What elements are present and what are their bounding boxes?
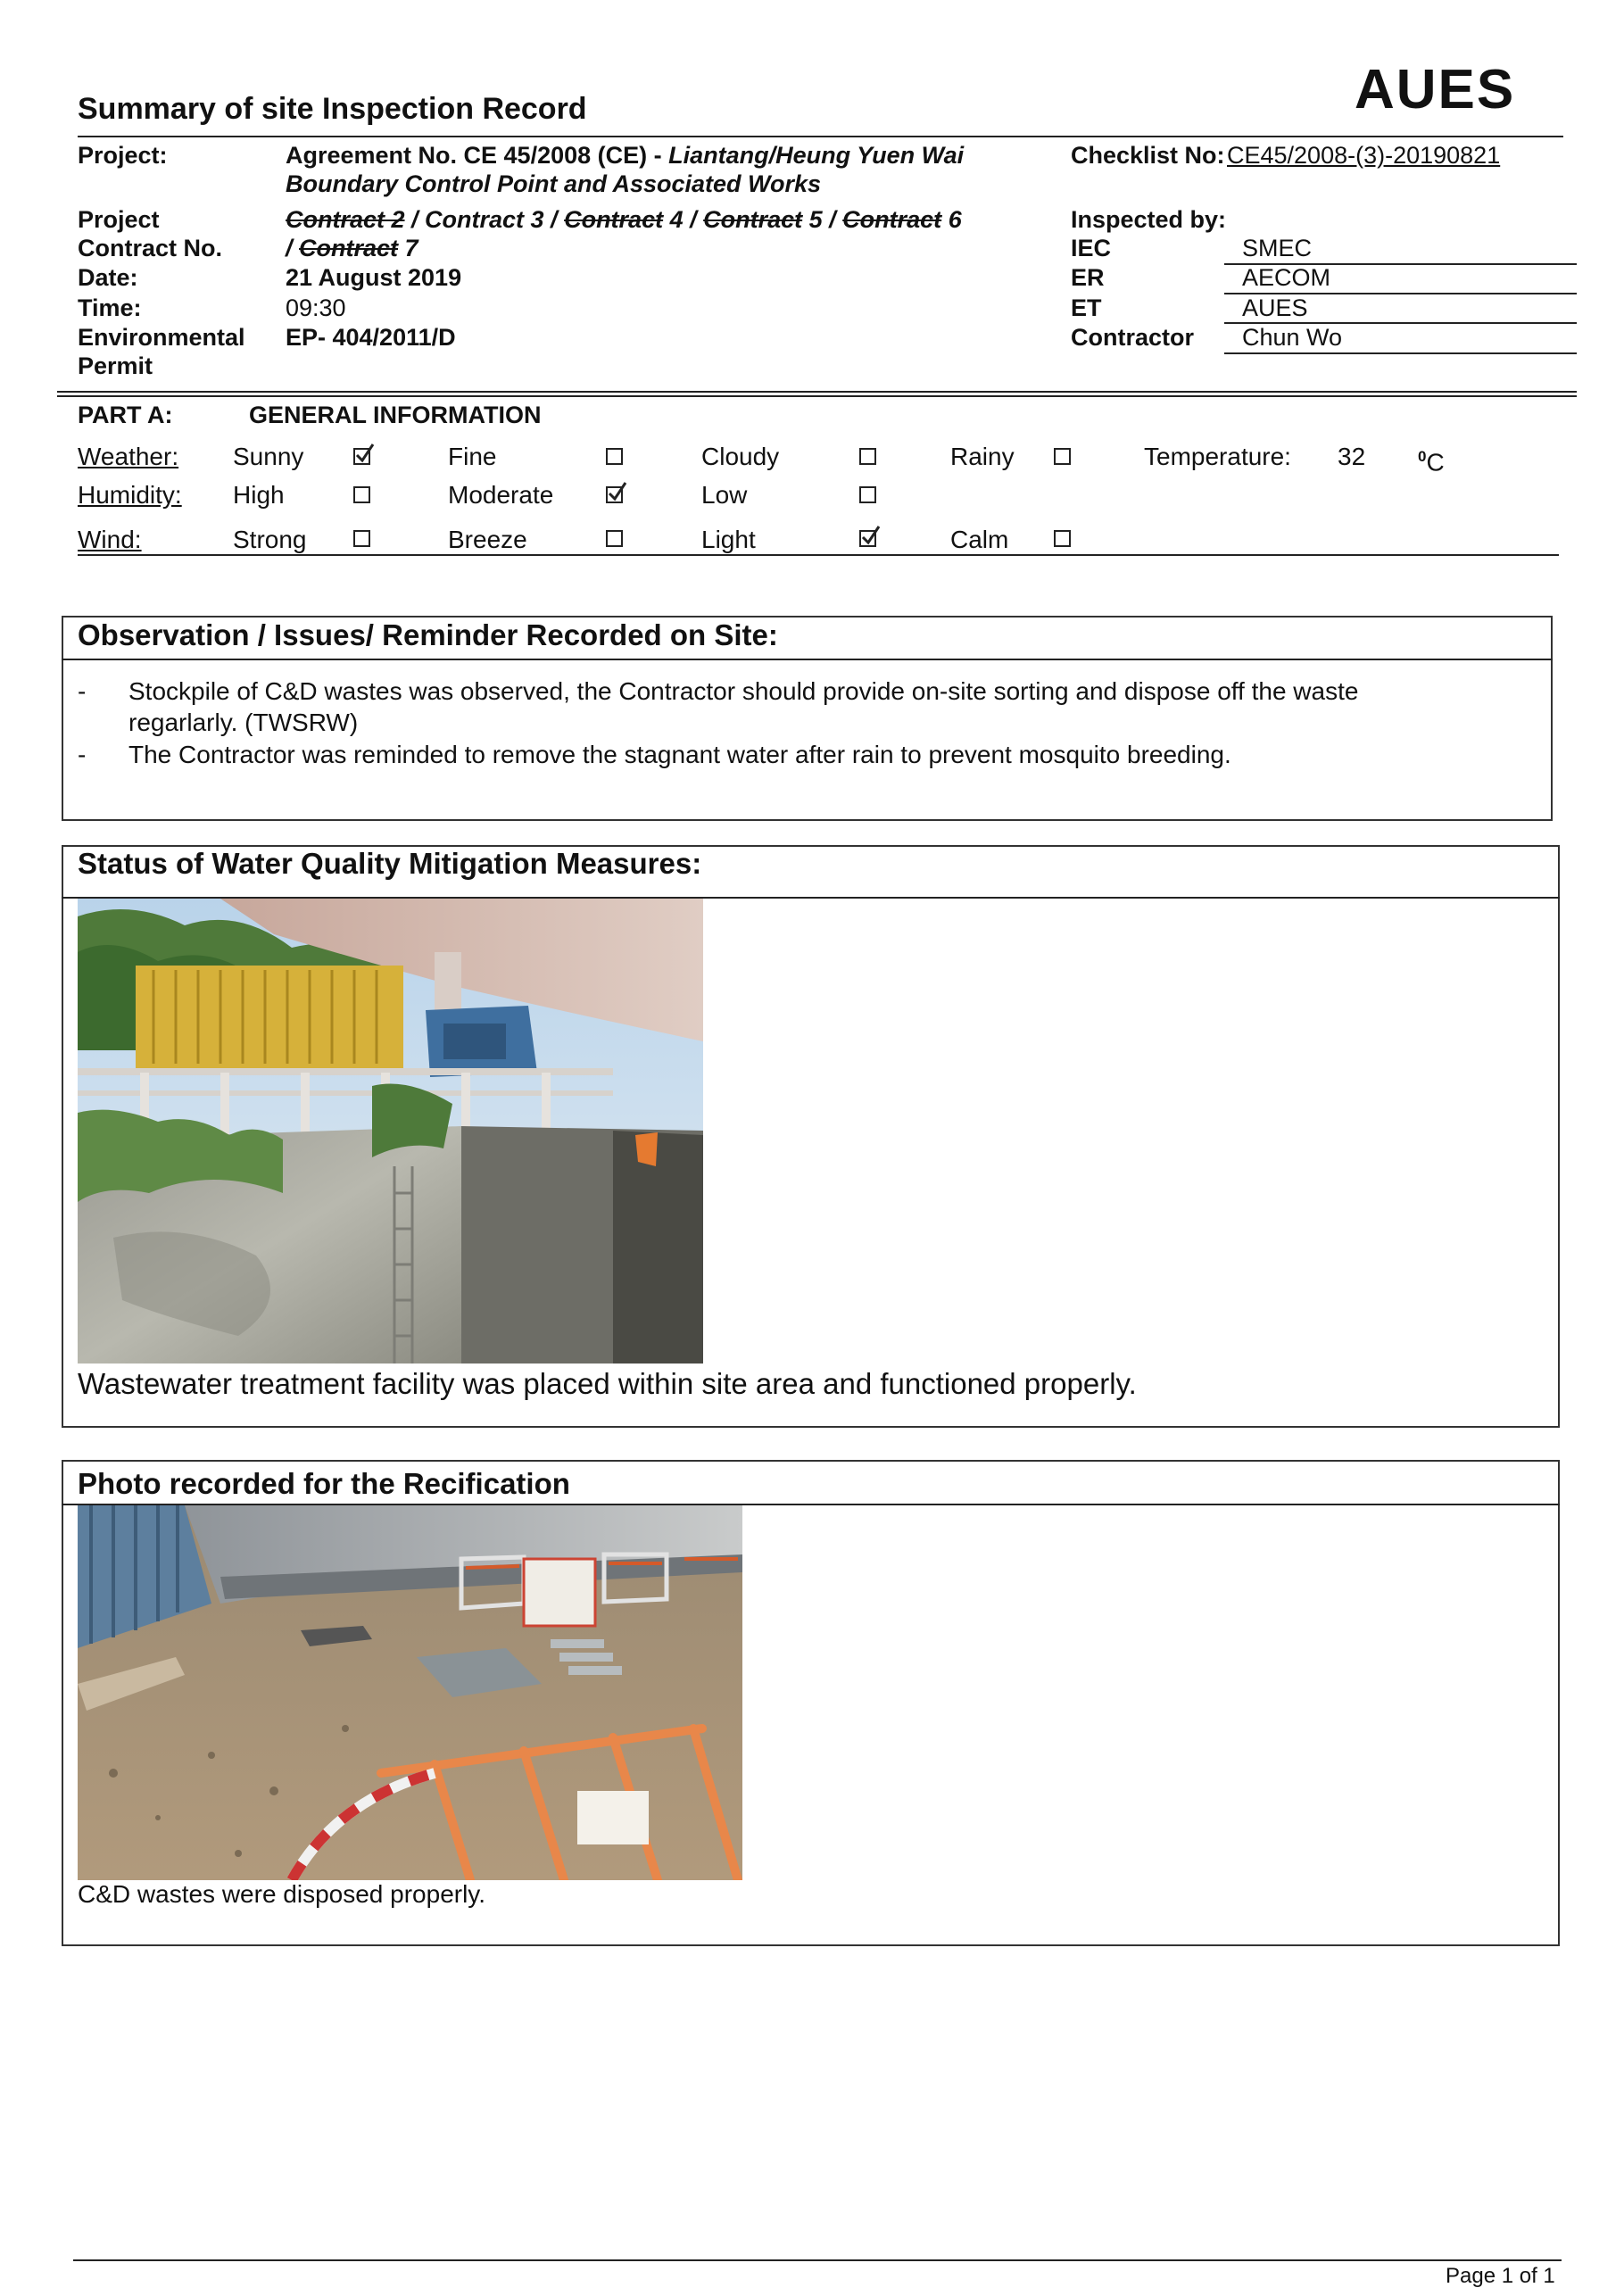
weather-option-label: Rainy	[950, 443, 1015, 470]
agreement-title-1: Liantang/Heung Yuen Wai	[668, 142, 965, 169]
weather-rainy-checkbox[interactable]	[1054, 448, 1071, 465]
footer-rule	[73, 2259, 1562, 2261]
inspector-name-er: AECOM	[1242, 264, 1331, 291]
date-label: Date:	[78, 264, 138, 291]
inspector-role-er: ER	[1071, 264, 1105, 291]
inspector-line	[1224, 352, 1577, 354]
observation-item-2-line-1: The Contractor was reminded to remove the stagnant water after rain to prevent mosquito breeding.	[128, 741, 1231, 768]
checkmark-icon	[354, 443, 376, 464]
temperature-unit-letter: C	[1426, 448, 1445, 477]
agreement-line-2: Boundary Control Point and Associated Works	[286, 170, 822, 197]
part-a-rule	[78, 554, 1559, 556]
wastewater-facility-photo	[78, 899, 703, 1364]
wind-strong-checkbox[interactable]	[353, 530, 370, 547]
weather-option-label: Fine	[448, 443, 497, 470]
humidity-option-label: Moderate	[448, 481, 554, 509]
observation-item-1-line-1: Stockpile of C&D wastes was observed, the Contractor should provide on-site sorting and dispose off the waste	[128, 677, 1359, 705]
observation-bullet: -	[78, 677, 87, 705]
temperature-value: 32	[1338, 443, 1366, 470]
wind-option-label: Calm	[950, 526, 1009, 553]
observation-bullet: -	[78, 741, 87, 768]
checkmark-icon	[860, 525, 882, 546]
env-permit-label-1: Environmental	[78, 324, 245, 351]
rectification-photo	[78, 1505, 742, 1880]
inspector-role-et: ET	[1071, 294, 1102, 321]
degree-symbol: 0	[1418, 448, 1427, 465]
contract-seg: Contract	[564, 206, 664, 233]
temperature-label: Temperature:	[1144, 443, 1291, 470]
inspector-name-iec: SMEC	[1242, 235, 1313, 261]
water-quality-caption: Wastewater treatment facility was placed within site area and functioned properly.	[78, 1367, 1137, 1400]
humidity-option-label: Low	[701, 481, 748, 509]
contract-seg: Contract	[842, 206, 942, 233]
contracts-line-1	[286, 205, 962, 234]
humidity-label: Humidity:	[78, 481, 182, 509]
weather-option-label: Cloudy	[701, 443, 780, 470]
header-rule	[78, 136, 1563, 137]
wind-option-label: Strong	[233, 526, 307, 553]
inspector-role-iec: IEC	[1071, 235, 1112, 261]
observation-title: Observation / Issues/ Reminder Recorded on Site:	[78, 618, 778, 651]
agreement-prefix: Agreement No. CE 45/2008 (CE) -	[286, 142, 669, 169]
weather-sunny-checkbox[interactable]	[353, 448, 370, 465]
contract-seg: Contract	[299, 235, 399, 261]
humidity-option-label: High	[233, 481, 285, 509]
date-value: 21 August 2019	[286, 264, 462, 291]
time-value: 09:30	[286, 294, 346, 321]
weather-option-label: Sunny	[233, 443, 304, 470]
section-rule-top	[57, 391, 1577, 393]
contract-seg: 7	[398, 235, 418, 261]
project-label: Project:	[78, 142, 168, 169]
time-label: Time:	[78, 294, 142, 321]
weather-cloudy-checkbox[interactable]	[859, 448, 876, 465]
agreement-line-1	[286, 141, 964, 170]
section-rule-bottom	[57, 395, 1577, 397]
contract-seg: /	[286, 235, 300, 261]
observation-item-1-line-2: regarlarly. (TWSRW)	[128, 709, 359, 736]
rectification-title: Photo recorded for the Recification	[78, 1467, 570, 1500]
temperature-unit	[1418, 443, 1445, 477]
report-title: Summary of site Inspection Record	[78, 92, 587, 126]
inspector-name-contractor: Chun Wo	[1242, 324, 1343, 351]
weather-fine-checkbox[interactable]	[606, 448, 623, 465]
contract-seg: / Contract 3 /	[404, 206, 565, 233]
contract-seg: 5 /	[802, 206, 843, 233]
env-permit-label-2: Permit	[78, 352, 153, 379]
aues-logo: AUES	[1355, 59, 1516, 120]
wind-light-checkbox[interactable]	[859, 530, 876, 547]
wind-label: Wind:	[78, 526, 142, 553]
observation-title-rule	[62, 659, 1553, 660]
inspector-name-et: AUES	[1242, 294, 1308, 321]
env-permit-value: EP- 404/2011/D	[286, 324, 456, 351]
humidity-high-checkbox[interactable]	[353, 486, 370, 503]
inspector-role-contractor: Contractor	[1071, 324, 1195, 351]
checklist-label: Checklist No:	[1071, 142, 1225, 169]
rectification-caption: C&D wastes were disposed properly.	[78, 1880, 486, 1908]
wind-option-label: Breeze	[448, 526, 527, 553]
wind-calm-checkbox[interactable]	[1054, 530, 1071, 547]
wind-breeze-checkbox[interactable]	[606, 530, 623, 547]
checklist-number: CE45/2008-(3)-20190821	[1227, 142, 1501, 169]
contract-seg: 6	[941, 206, 962, 233]
weather-label: Weather:	[78, 443, 179, 470]
humidity-low-checkbox[interactable]	[859, 486, 876, 503]
contract-seg: Contract 2	[286, 206, 405, 233]
page-number: Page 1 of 1	[1446, 2264, 1555, 2288]
water-quality-title: Status of Water Quality Mitigation Measures:	[78, 847, 702, 880]
contract-seg: Contract	[703, 206, 803, 233]
part-a-title: GENERAL INFORMATION	[249, 402, 542, 428]
contracts-line-2	[286, 234, 418, 262]
inspected-by-label: Inspected by:	[1071, 206, 1227, 233]
checkmark-icon	[607, 481, 628, 502]
contract-seg: 4 /	[663, 206, 704, 233]
part-a-label: PART A:	[78, 402, 173, 428]
wind-option-label: Light	[701, 526, 756, 553]
contract-label-1: Project	[78, 206, 160, 233]
contract-label-2: Contract No.	[78, 235, 222, 261]
humidity-moderate-checkbox[interactable]	[606, 486, 623, 503]
